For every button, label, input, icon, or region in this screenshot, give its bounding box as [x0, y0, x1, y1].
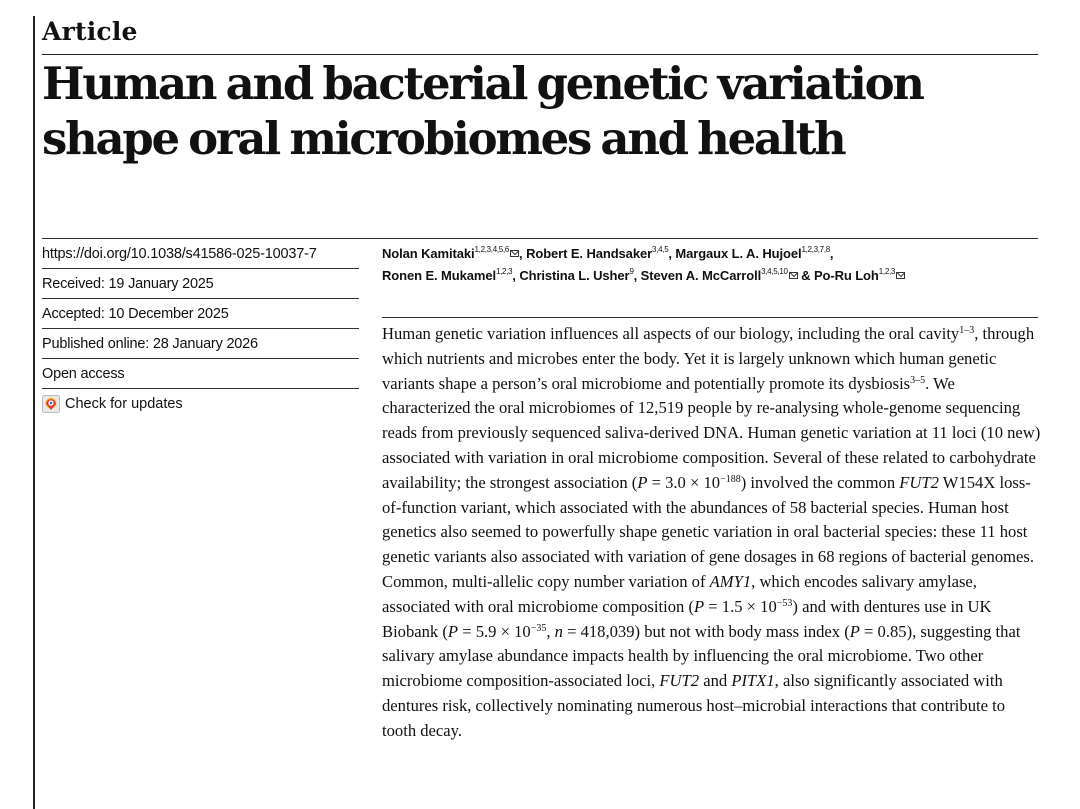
email-icon[interactable]	[789, 272, 798, 279]
author-separator: ,	[633, 268, 641, 283]
author-name[interactable]: Po-Ru Loh	[813, 268, 879, 283]
author-affiliations: 9	[629, 267, 634, 276]
abstract-italic: PITX1	[731, 671, 775, 691]
author-separator: ,	[512, 268, 520, 283]
abstract-text: = 0.85), suggesting that salivary amylase abundance impacts health by influencing the oral microbiome. Two other microbiome composition-associated loci,	[382, 621, 1021, 691]
published-date: Published online: 28 January 2026	[42, 329, 359, 359]
author-separator: ,	[668, 246, 676, 261]
left-margin-rule	[33, 16, 35, 809]
crossmark-icon	[42, 395, 60, 413]
header-divider	[42, 54, 1038, 55]
abstract-text: ) and with dentures use in UK Biobank (	[382, 596, 992, 641]
abstract-superscript: −188	[720, 473, 741, 485]
doi-link[interactable]: https://doi.org/10.1038/s41586-025-10037-7	[42, 239, 359, 269]
abstract-superscript: 3–5	[910, 374, 926, 386]
author-affiliations: 3,4,5,10	[761, 267, 788, 276]
received-date: Received: 19 January 2025	[42, 269, 359, 299]
abstract-text: ) involved the common	[740, 472, 900, 492]
check-for-updates-label: Check for updates	[65, 396, 183, 412]
email-icon[interactable]	[510, 250, 519, 257]
abstract-text: , also significantly associated with dentures risk, collectively nominating numerous host–microbial interactions that contribute to tooth decay.	[382, 671, 1006, 740]
author-separator: ,	[519, 246, 527, 261]
abstract-text: = 3.0 × 10	[647, 472, 721, 492]
abstract-paragraph	[382, 322, 1042, 744]
accepted-date: Accepted: 10 December 2025	[42, 299, 359, 329]
article-type-label: Article	[42, 17, 138, 46]
abstract-text: = 5.9 × 10	[458, 621, 531, 641]
author-affiliations: 3,4,5	[652, 245, 669, 254]
author-name[interactable]: Steven A. McCarroll	[640, 268, 762, 283]
email-icon[interactable]	[896, 272, 905, 279]
author-name[interactable]: Nolan Kamitaki	[382, 246, 475, 261]
abstract-italic: n	[554, 621, 563, 641]
article-title: Human and bacterial genetic variation shape oral microbiomes and health	[42, 57, 923, 165]
abstract-text: , which encodes salivary amylase, associated with oral microbiome composition (	[382, 571, 977, 616]
abstract-italic: P	[849, 621, 860, 641]
author-affiliations: 1,2,3,4,5,6	[474, 245, 510, 254]
author-separator: ,	[829, 246, 834, 261]
abstract-divider	[382, 317, 1038, 318]
check-for-updates-button[interactable]	[42, 395, 359, 413]
article-metadata	[42, 239, 359, 413]
author-name[interactable]: Christina L. Usher	[519, 268, 630, 283]
abstract-text: . We characterized the oral microbiomes of 12,519 people by re-analysing whole-genome sequencing reads from previously sequenced saliva-derived DNA. Human genetic variation at 11 loci (10 new) associated with variation in oral microbiome composition. Several of these related to carbohydrate availability; the strongest association (	[382, 373, 1041, 492]
abstract-text: and	[699, 671, 732, 691]
author-affiliations: 1,2,3	[495, 267, 513, 276]
abstract-superscript: −53	[776, 597, 793, 609]
author-affiliations: 1,2,3	[878, 267, 896, 276]
abstract-text: , through which nutrients and microbes enter the body. Yet it is largely unknown which human genetic variants shape a person’s oral microbiome and potentially promote its dysbiosis	[382, 324, 1035, 393]
author-name[interactable]: Ronen E. Mukamel	[382, 268, 496, 283]
open-access-badge[interactable]: Open access	[42, 359, 359, 389]
abstract-italic: FUT2	[899, 472, 939, 492]
abstract-text: = 1.5 × 10	[704, 596, 777, 616]
abstract-text: = 418,039) but not with body mass index (	[562, 621, 850, 641]
abstract-italic: P	[637, 472, 648, 492]
abstract-text: Human genetic variation influences all aspects of our biology, including the oral cavity	[382, 324, 960, 343]
author-list	[382, 243, 1062, 287]
abstract-italic: AMY1	[709, 571, 752, 591]
abstract-superscript: 1–3	[959, 325, 975, 336]
abstract-superscript: −35	[530, 622, 547, 634]
abstract-text: W154X loss-of-function variant, which associated with the abundances of 58 bacterial species. Human host genetics also seemed to powerfully shape genetic variation in oral bacterial species: these 11 host genetic variants also associated with variation of gene dosages in 68 regions of bacterial genomes. Common, multi-allelic copy number variation of	[382, 472, 1035, 591]
abstract-italic: P	[693, 596, 705, 616]
abstract-italic: FUT2	[659, 671, 700, 691]
author-name[interactable]: Robert E. Handsaker	[526, 246, 653, 261]
abstract-italic: P	[447, 621, 459, 641]
abstract-text: ,	[546, 621, 555, 641]
author-name[interactable]: Margaux L. A. Hujoel	[675, 246, 802, 261]
author-separator: &	[797, 268, 814, 283]
author-affiliations: 1,2,3,7,8	[801, 245, 830, 254]
